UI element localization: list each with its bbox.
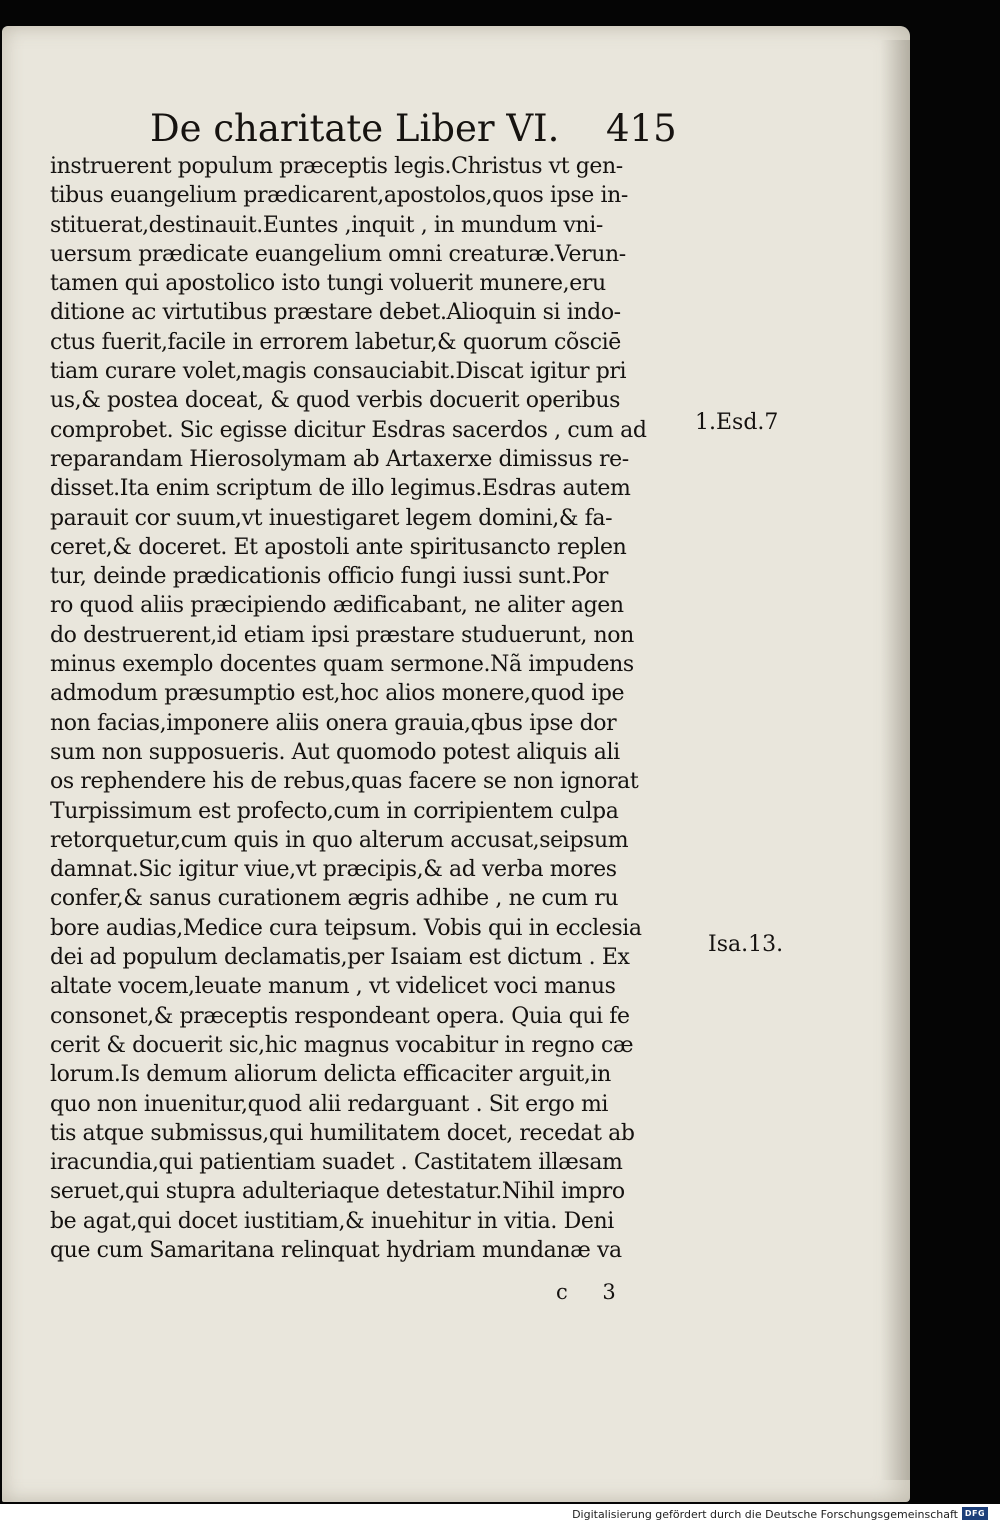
text-line: damnat.Sic igitur viue,vt præcipis,& ad verba mores: [50, 857, 617, 883]
page-edge-shadow: [880, 40, 910, 1480]
text-line: be agat,qui docet iustitiam,& inuehitur in vitia. Deni: [50, 1208, 614, 1234]
text-line: ceret,& doceret. Et apostoli ante spiritusancto replen: [50, 534, 627, 560]
text-line: instruerent populum præceptis legis.Christus vt gen-: [50, 154, 623, 179]
text-line: minus exemplo docentes quam sermone.Nã impudens: [50, 652, 634, 678]
text-line: lorum.Is demum aliorum delicta efficaciter arguit,in: [50, 1062, 611, 1088]
text-line: tis atque submissus,qui humilitatem docet, recedat ab: [50, 1120, 635, 1146]
dfg-logo: DFG: [962, 1507, 988, 1520]
text-line: parauit cor suum,vt inuestigaret legem domini,& fa-: [50, 505, 613, 531]
body-text: [50, 152, 710, 1265]
running-title: De charitate Liber VI.: [150, 107, 560, 150]
text-line: non facias,imponere aliis onera grauia,qbus ipse dor: [50, 710, 617, 736]
signature-mark: c 3: [556, 1280, 630, 1304]
page-header: [150, 104, 710, 154]
text-line: reparandam Hierosolymam ab Artaxerxe dimissus re-: [50, 446, 629, 472]
text-line: altate vocem,leuate manum , vt videlicet voci manus: [50, 974, 616, 1000]
text-line: uersum prædicate euangelium omni creaturæ.Verun-: [50, 241, 626, 267]
text-line: bore audias,Medice cura teipsum. Vobis qui in ecclesia: [50, 915, 642, 941]
text-line: tur, deinde prædicationis officio fungi iussi sunt.Por: [50, 564, 609, 590]
text-line: ditione ac virtutibus præstare debet.Alioquin si indo-: [50, 300, 621, 326]
margin-note-isaias: Isa.13.: [708, 932, 784, 957]
text-line: consonet,& præceptis respondeant opera. Quia qui fe: [50, 1003, 630, 1029]
text-line: confer,& sanus curationem ægris adhibe , ne cum ru: [50, 886, 619, 912]
text-line: retorquetur,cum quis in quo alterum accusat,seipsum: [50, 827, 629, 853]
text-line: ctus fuerit,facile in errorem labetur,& quorum cõsciē: [50, 329, 621, 355]
text-line: quo non inuenitur,quod alii redarguant . Sit ergo mi: [50, 1091, 609, 1117]
text-line: us,& postea doceat, & quod verbis docuerit operibus: [50, 388, 621, 414]
text-line: dei ad populum declamatis,per Isaiam est dictum . Ex: [50, 945, 630, 971]
margin-note-esdras: 1.Esd.7: [695, 410, 779, 435]
digitization-credit: Digitalisierung gefördert durch die Deutsche Forschungsgemeinschaft: [572, 1508, 958, 1521]
text-line: cerit & docuerit sic,hic magnus vocabitur in regno cæ: [50, 1032, 634, 1058]
text-line: do destruerent,id etiam ipsi præstare studuerunt, non: [50, 622, 634, 648]
text-line: que cum Samaritana relinquat hydriam mundanæ va: [50, 1237, 622, 1263]
text-line: tibus euangelium prædicarent,apostolos,quos ipse in-: [50, 183, 628, 209]
text-line: disset.Ita enim scriptum de illo legimus.Esdras autem: [50, 476, 631, 502]
text-line: tiam curare volet,magis consauciabit.Discat igitur pri: [50, 359, 627, 385]
text-line: sum non supposueris. Aut quomodo potest aliquis ali: [50, 739, 620, 765]
text-line: comprobet. Sic egisse dicitur Esdras sacerdos , cum ad: [50, 417, 647, 443]
page-number: 415: [606, 107, 677, 150]
text-line: ro quod aliis præcipiendo ædificabant, ne aliter agen: [50, 593, 624, 619]
text-line: tamen qui apostolico isto tungi voluerit munere,eru: [50, 271, 606, 297]
text-line: Turpissimum est profecto,cum in corripientem culpa: [50, 798, 619, 824]
text-line: admodum præsumptio est,hoc alios monere,quod ipe: [50, 681, 625, 707]
text-line: os rephendere his de rebus,quas facere se non ignorat: [50, 769, 639, 795]
text-line: stituerat,destinauit.Euntes ,inquit , in mundum vni-: [50, 212, 603, 238]
text-line: seruet,qui stupra adulteriaque detestatur.Nihil impro: [50, 1179, 625, 1205]
text-line: iracundia,qui patientiam suadet . Castitatem illæsam: [50, 1150, 623, 1176]
